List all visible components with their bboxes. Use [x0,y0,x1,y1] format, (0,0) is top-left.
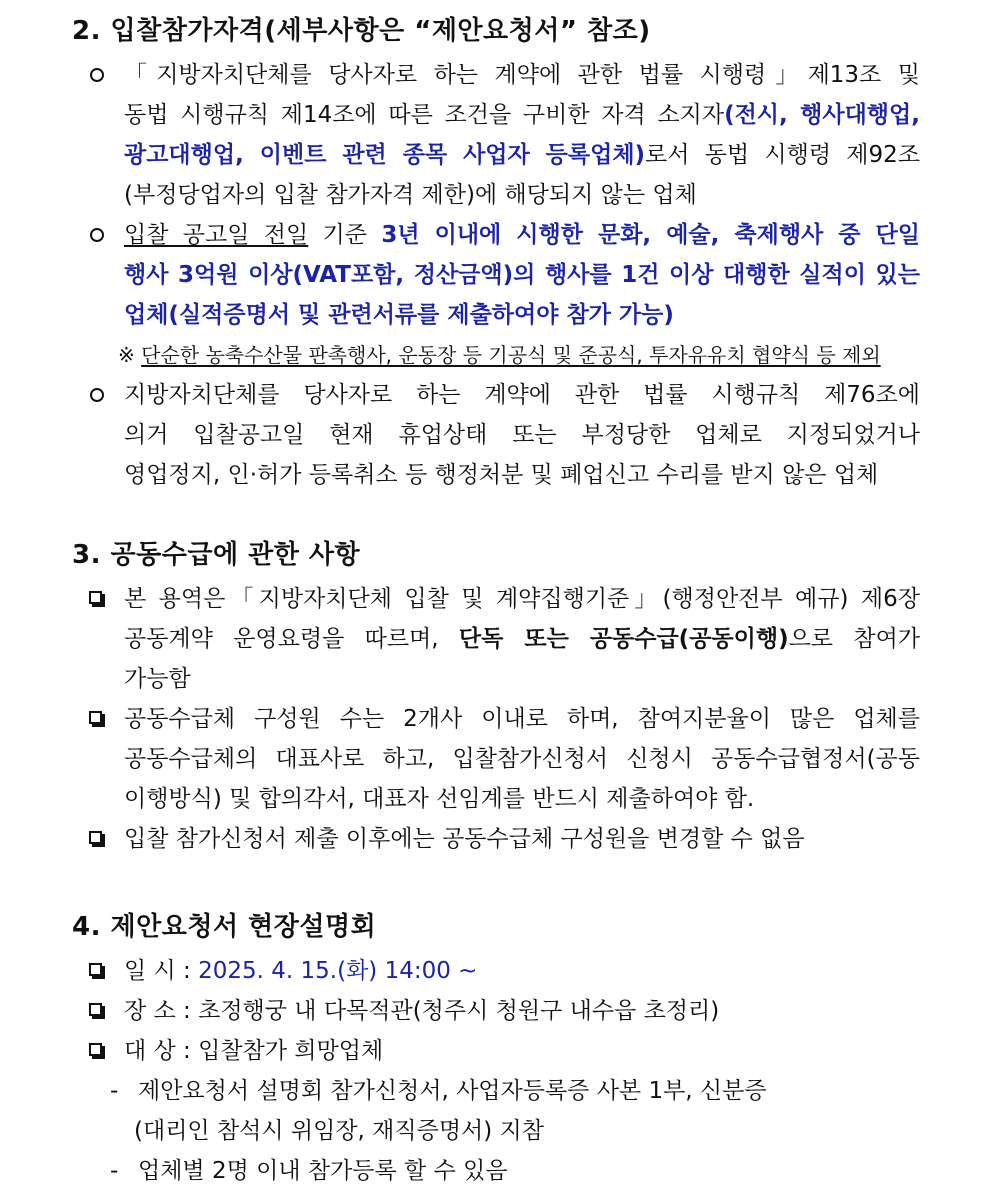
s3-item3-line1: 입찰 참가신청서 제출 이후에는 공동수급체 구성원을 변경할 수 없음 [124,826,805,852]
shadow-square-icon [89,591,105,607]
s4-target-value: 입찰참가 희망업체 [198,1038,384,1064]
s2-item3-line3: 영업정지, 인·허가 등록취소 등 행정처분 및 폐업신고 수리를 받지 않은 업체 [124,462,879,488]
s2-item1-line2: 동법 시행규칙 제14조에 따른 조건을 구비한 자격 소지자(전시, 행사대행업, [124,102,920,128]
s4-target-label: 대 상 : [124,1038,199,1064]
s4-date-value: 2025. 4. 15.(화) 14:00 ~ [198,958,478,984]
s4-date [124,956,477,986]
s4-sub1-line1: 제안요청서 설명회 참가신청서, 사업자등록증 사본 1부, 신분증 [138,1078,767,1104]
s4-place-value: 초정행궁 내 다목적관(청주시 청원구 내수읍 초정리) [198,998,720,1024]
s3-item2-line2: 공동수급체의 대표사로 하고, 입찰참가신청서 신청시 공동수급협정서(공동 [124,746,920,772]
s3-item2-line3: 이행방식) 및 합의각서, 대표자 선임계를 반드시 제출하여야 함. [124,786,755,812]
s3-item1-line3: 가능함 [124,666,191,692]
s4-sub2-line1: 업체별 2명 이내 참가등록 할 수 있음 [138,1158,508,1184]
shadow-square-icon [89,711,105,727]
s2-item1-line1: 「지방자치단체를 당사자로 하는 계약에 관한 법률 시행령」제13조 및 [124,62,920,88]
section4-title: 4. 제안요청서 현장설명회 [72,912,377,942]
s4-target [124,1036,383,1066]
s2-item1-line4: (부정당업자의 입찰 참가자격 제한)에 해당되지 않는 업체 [124,182,697,208]
s4-place [124,996,719,1026]
note-mark: ※ [118,343,135,367]
s4-date-label: 일 시 : [124,958,199,984]
section2-title: 2. 입찰참가자격(세부사항은 “제안요청서” 참조) [72,16,651,46]
s3-item2-line1: 공동수급체 구성원 수는 2개사 이내로 하며, 참여지분율이 많은 업체를 [124,706,920,732]
s2-item3-line1: 지방자치단체를 당사자로 하는 계약에 관한 법률 시행규칙 제76조에 [124,382,920,408]
s3-item1-line1: 본 용역은「지방자치단체 입찰 및 계약집행기준」(행정안전부 예규) 제6장 [124,586,920,612]
s4-sub1-dash: - [110,1078,119,1104]
hollow-circle-icon [90,68,104,82]
s2-item2-line3: 업체(실적증명서 및 관련서류를 제출하여야 참가 가능) [124,302,674,328]
hollow-circle-icon [90,388,104,402]
s2-note [118,340,881,370]
shadow-square-icon [89,963,105,979]
hollow-circle-icon [90,228,104,242]
s2-item3-line2: 의거 입찰공고일 현재 휴업상태 또는 부정당한 업체로 지정되었거나 [124,422,920,448]
s4-place-label: 장 소 : [124,998,199,1024]
s2-item2-line1: 입찰 공고일 전일 기준 3년 이내에 시행한 문화, 예술, 축제행사 중 단일 [124,222,920,248]
s4-sub2-dash: - [110,1158,119,1184]
s4-sub1-line2: (대리인 참석시 위임장, 재직증명서) 지참 [134,1118,544,1144]
s2-item2-line2: 행사 3억원 이상(VAT포함, 정산금액)의 행사를 1건 이상 대행한 실적이 있는 [124,262,920,288]
shadow-square-icon [89,1043,105,1059]
shadow-square-icon [89,1003,105,1019]
shadow-square-icon [89,831,105,847]
note-text: 단순한 농축수산물 판촉행사, 운동장 등 기공식 및 준공식, 투자유유치 협약식 등 제외 [141,343,881,367]
s3-item1-line2: 공동계약 운영요령을 따르며, 단독 또는 공동수급(공동이행)으로 참여가 [124,626,921,652]
section3-title: 3. 공동수급에 관한 사항 [72,540,361,570]
s2-item1-line3: 광고대행업, 이벤트 관련 종목 사업자 등록업체)로서 동법 시행령 제92조 [124,142,920,168]
